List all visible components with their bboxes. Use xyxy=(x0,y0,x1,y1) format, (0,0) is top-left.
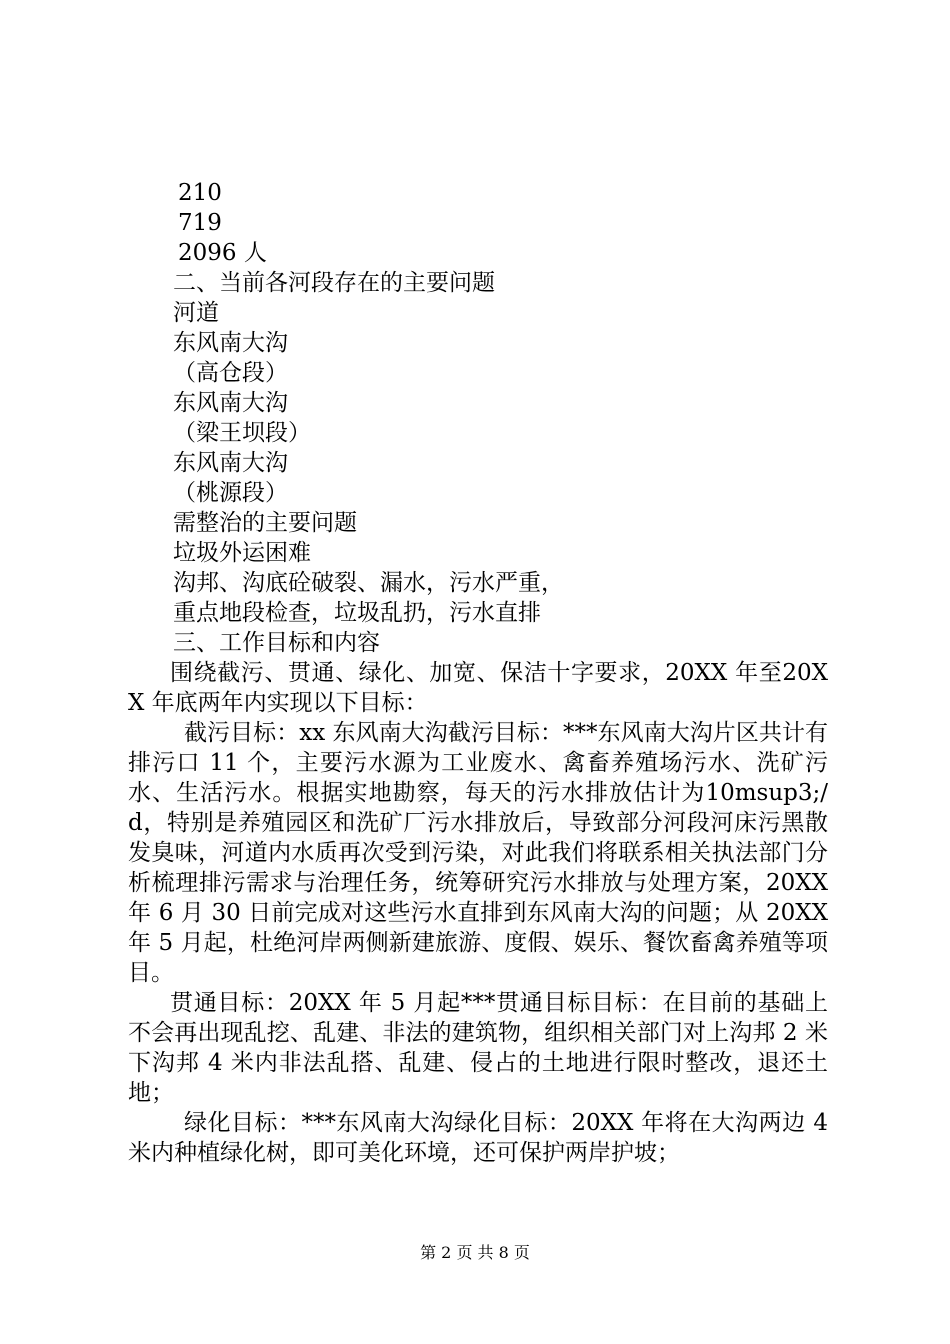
table-cell-text: （高仓段） xyxy=(173,360,288,386)
section-heading: 二、当前各河段存在的主要问题 xyxy=(173,270,495,296)
section-heading: 三、工作目标和内容 xyxy=(173,630,380,656)
paragraph-green-goal: 绿化目标：***东风南大沟绿化目标：20XX 年将在大沟两边 4 米内种植绿化树，即可美化环境，还可保护两岸护坡； xyxy=(128,1110,828,1166)
table-cell-text: （桃源段） xyxy=(173,480,288,506)
document-body xyxy=(128,178,828,1168)
table-cell-text: 河道 xyxy=(173,300,219,326)
table-cell-text: 垃圾外运困难 xyxy=(173,540,311,566)
table-cell-text: 东风南大沟 xyxy=(173,450,288,476)
table-cell-text: 沟邦、沟底砼破裂、漏水，污水严重， xyxy=(173,570,564,596)
page-footer xyxy=(0,1243,950,1263)
table-cell-text: 东风南大沟 xyxy=(173,390,288,416)
table-cell-text: 210 xyxy=(178,180,222,206)
table-cell-text: 2096 人 xyxy=(178,240,267,266)
table-cell-text: 需整治的主要问题 xyxy=(173,510,357,536)
table-cell-text: 东风南大沟 xyxy=(173,330,288,356)
paragraph-connect-goal: 贯通目标：20XX 年 5 月起***贯通目标目标：在目前的基础上不会再出现乱挖、乱建、非法的建筑物，组织相关部门对上沟邦 2 米下沟邦 4 米内非法乱搭、乱建、侵占的土地进行限时整改，退还土地； xyxy=(128,990,828,1106)
paragraph-goals-intro: 围绕截污、贯通、绿化、加宽、保洁十字要求，20XX 年至20XX 年底两年内实现以下目标： xyxy=(128,660,828,716)
table-cell-text: 719 xyxy=(178,210,222,236)
paragraph-intercept-goal: 截污目标：xx 东风南大沟截污目标：***东风南大沟片区共计有排污口 11 个，主要污水源为工业废水、禽畜养殖场污水、洗矿污水、生活污水。根据实地勘察，每天的污水排放估计为10msup3;/d，特别是养殖园区和洗矿厂污水排放后，导致部分河段河床污黑散发臭味，河道内水质再次受到污染，对此我们将联系相关执法部门分析梳理排污需求与治理任务，统筹研究污水排放与处理方案，20XX 年 6 月 30 日前完成对这些污水直排到东风南大沟的问题；从 20XX 年 5 月起，杜绝河岸两侧新建旅游、度假、娱乐、餐饮畜禽养殖等项目。 xyxy=(128,720,828,986)
table-cell-text: （梁王坝段） xyxy=(173,420,311,446)
page-number: 第 2 页 共 8 页 xyxy=(420,1243,530,1262)
table-cell-text: 重点地段检查，垃圾乱扔，污水直排 xyxy=(173,600,541,626)
